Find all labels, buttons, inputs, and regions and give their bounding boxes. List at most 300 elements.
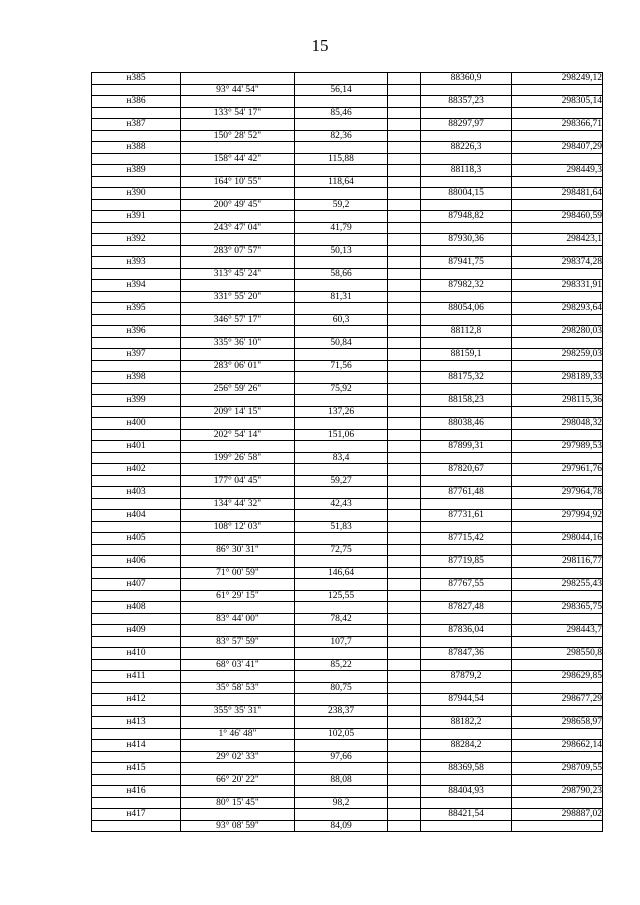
empty-cell bbox=[295, 73, 388, 85]
empty-cell bbox=[388, 625, 421, 637]
empty-cell bbox=[181, 441, 295, 453]
empty-cell bbox=[512, 544, 603, 556]
empty-cell bbox=[421, 107, 512, 119]
direction-angle: 35° 58' 53" bbox=[181, 682, 295, 694]
direction-angle: 108° 12' 03" bbox=[181, 521, 295, 533]
empty-cell bbox=[421, 590, 512, 602]
segment-length: 98,2 bbox=[295, 797, 388, 809]
empty-cell bbox=[181, 464, 295, 476]
empty-cell bbox=[388, 694, 421, 706]
point-row bbox=[92, 349, 603, 361]
point-row bbox=[92, 395, 603, 407]
segment-length: 83,4 bbox=[295, 452, 388, 464]
empty-cell bbox=[388, 567, 421, 579]
point-name: н385 bbox=[92, 73, 181, 85]
direction-angle: 335° 36' 10" bbox=[181, 337, 295, 349]
point-row bbox=[92, 303, 603, 315]
empty-cell bbox=[388, 429, 421, 441]
empty-cell bbox=[512, 659, 603, 671]
coordinate-y: 297994,92 bbox=[512, 510, 603, 522]
segment-row bbox=[92, 130, 603, 142]
segment-length: 85,46 bbox=[295, 107, 388, 119]
empty-cell bbox=[92, 521, 181, 533]
empty-cell bbox=[421, 797, 512, 809]
coordinate-y: 298259,03 bbox=[512, 349, 603, 361]
direction-angle: 66° 20' 22" bbox=[181, 774, 295, 786]
point-row bbox=[92, 142, 603, 154]
point-name: н386 bbox=[92, 96, 181, 108]
segment-length: 42,43 bbox=[295, 498, 388, 510]
empty-cell bbox=[388, 809, 421, 821]
segment-length: 151,06 bbox=[295, 429, 388, 441]
point-row bbox=[92, 533, 603, 545]
coordinate-x: 88159,1 bbox=[421, 349, 512, 361]
coordinate-x: 88357,23 bbox=[421, 96, 512, 108]
empty-cell bbox=[92, 820, 181, 832]
point-row bbox=[92, 648, 603, 660]
empty-cell bbox=[181, 510, 295, 522]
point-row bbox=[92, 602, 603, 614]
empty-cell bbox=[295, 717, 388, 729]
empty-cell bbox=[181, 809, 295, 821]
empty-cell bbox=[92, 429, 181, 441]
coordinate-y: 298629,85 bbox=[512, 671, 603, 683]
point-name: н395 bbox=[92, 303, 181, 315]
segment-length: 81,31 bbox=[295, 291, 388, 303]
empty-cell bbox=[181, 257, 295, 269]
direction-angle: 80° 15' 45" bbox=[181, 797, 295, 809]
empty-cell bbox=[295, 142, 388, 154]
empty-cell bbox=[295, 188, 388, 200]
segment-row bbox=[92, 774, 603, 786]
direction-angle: 83° 44' 00" bbox=[181, 613, 295, 625]
empty-cell bbox=[421, 521, 512, 533]
empty-cell bbox=[92, 452, 181, 464]
empty-cell bbox=[512, 199, 603, 211]
empty-cell bbox=[512, 176, 603, 188]
direction-angle: 199° 26' 58" bbox=[181, 452, 295, 464]
empty-cell bbox=[295, 234, 388, 246]
point-row bbox=[92, 326, 603, 338]
empty-cell bbox=[181, 326, 295, 338]
segment-length: 88,08 bbox=[295, 774, 388, 786]
empty-cell bbox=[181, 73, 295, 85]
segment-length: 58,66 bbox=[295, 268, 388, 280]
empty-cell bbox=[388, 751, 421, 763]
empty-cell bbox=[388, 475, 421, 487]
empty-cell bbox=[295, 694, 388, 706]
segment-length: 85,22 bbox=[295, 659, 388, 671]
empty-cell bbox=[512, 820, 603, 832]
point-name: н390 bbox=[92, 188, 181, 200]
direction-angle: 93° 08' 59" bbox=[181, 820, 295, 832]
empty-cell bbox=[92, 222, 181, 234]
segment-length: 115,88 bbox=[295, 153, 388, 165]
empty-cell bbox=[388, 452, 421, 464]
segment-length: 71,56 bbox=[295, 360, 388, 372]
coordinate-x: 88297,97 bbox=[421, 119, 512, 131]
empty-cell bbox=[92, 475, 181, 487]
empty-cell bbox=[421, 429, 512, 441]
empty-cell bbox=[181, 234, 295, 246]
empty-cell bbox=[388, 521, 421, 533]
empty-cell bbox=[92, 498, 181, 510]
coordinate-y: 298709,55 bbox=[512, 763, 603, 775]
point-row bbox=[92, 234, 603, 246]
coordinate-x: 88112,8 bbox=[421, 326, 512, 338]
empty-cell bbox=[295, 671, 388, 683]
segment-length: 56,14 bbox=[295, 84, 388, 96]
coordinate-y: 298293,64 bbox=[512, 303, 603, 315]
point-name: н389 bbox=[92, 165, 181, 177]
coordinate-y: 297961,76 bbox=[512, 464, 603, 476]
direction-angle: 71° 00' 59" bbox=[181, 567, 295, 579]
coordinate-y: 298365,75 bbox=[512, 602, 603, 614]
coordinate-x: 88284,2 bbox=[421, 740, 512, 752]
segment-length: 50,13 bbox=[295, 245, 388, 257]
empty-cell bbox=[181, 280, 295, 292]
point-name: н391 bbox=[92, 211, 181, 223]
empty-cell bbox=[181, 671, 295, 683]
coordinate-x: 88118,3 bbox=[421, 165, 512, 177]
coordinate-y: 298374,28 bbox=[512, 257, 603, 269]
coordinate-x: 87820,67 bbox=[421, 464, 512, 476]
point-name: н406 bbox=[92, 556, 181, 568]
empty-cell bbox=[388, 510, 421, 522]
point-name: н388 bbox=[92, 142, 181, 154]
empty-cell bbox=[92, 268, 181, 280]
empty-cell bbox=[421, 176, 512, 188]
coordinate-y: 298790,23 bbox=[512, 786, 603, 798]
empty-cell bbox=[388, 590, 421, 602]
empty-cell bbox=[388, 268, 421, 280]
point-row bbox=[92, 763, 603, 775]
empty-cell bbox=[388, 337, 421, 349]
empty-cell bbox=[92, 153, 181, 165]
empty-cell bbox=[512, 406, 603, 418]
coordinate-y: 298443,7 bbox=[512, 625, 603, 637]
direction-angle: 86° 30' 31" bbox=[181, 544, 295, 556]
segment-length: 125,55 bbox=[295, 590, 388, 602]
empty-cell bbox=[181, 142, 295, 154]
segment-length: 137,26 bbox=[295, 406, 388, 418]
empty-cell bbox=[295, 349, 388, 361]
point-row bbox=[92, 165, 603, 177]
empty-cell bbox=[388, 84, 421, 96]
empty-cell bbox=[181, 694, 295, 706]
empty-cell bbox=[181, 188, 295, 200]
empty-cell bbox=[421, 820, 512, 832]
point-row bbox=[92, 694, 603, 706]
empty-cell bbox=[512, 245, 603, 257]
empty-cell bbox=[512, 84, 603, 96]
empty-cell bbox=[181, 487, 295, 499]
empty-cell bbox=[295, 211, 388, 223]
coordinate-x: 87827,48 bbox=[421, 602, 512, 614]
empty-cell bbox=[295, 625, 388, 637]
page-number: 15 bbox=[311, 36, 329, 55]
coordinate-y: 298331,91 bbox=[512, 280, 603, 292]
point-row bbox=[92, 441, 603, 453]
direction-angle: 200° 49' 45" bbox=[181, 199, 295, 211]
empty-cell bbox=[92, 705, 181, 717]
coordinate-y: 298116,77 bbox=[512, 556, 603, 568]
segment-row bbox=[92, 613, 603, 625]
segment-row bbox=[92, 199, 603, 211]
empty-cell bbox=[181, 579, 295, 591]
coordinate-x: 87719,85 bbox=[421, 556, 512, 568]
empty-cell bbox=[295, 556, 388, 568]
segment-row bbox=[92, 636, 603, 648]
empty-cell bbox=[388, 636, 421, 648]
empty-cell bbox=[388, 211, 421, 223]
empty-cell bbox=[295, 395, 388, 407]
direction-angle: 346° 57' 17" bbox=[181, 314, 295, 326]
empty-cell bbox=[421, 153, 512, 165]
empty-cell bbox=[92, 751, 181, 763]
point-name: н407 bbox=[92, 579, 181, 591]
coordinate-y: 298481,64 bbox=[512, 188, 603, 200]
empty-cell bbox=[388, 257, 421, 269]
direction-angle: 283° 06' 01" bbox=[181, 360, 295, 372]
segment-length: 84,09 bbox=[295, 820, 388, 832]
empty-cell bbox=[295, 441, 388, 453]
empty-cell bbox=[388, 786, 421, 798]
empty-cell bbox=[421, 130, 512, 142]
empty-cell bbox=[388, 280, 421, 292]
segment-length: 59,27 bbox=[295, 475, 388, 487]
empty-cell bbox=[512, 222, 603, 234]
empty-cell bbox=[92, 682, 181, 694]
empty-cell bbox=[421, 268, 512, 280]
segment-row bbox=[92, 314, 603, 326]
empty-cell bbox=[388, 234, 421, 246]
empty-cell bbox=[181, 165, 295, 177]
segment-row bbox=[92, 728, 603, 740]
coordinate-y: 298115,36 bbox=[512, 395, 603, 407]
empty-cell bbox=[92, 406, 181, 418]
point-row bbox=[92, 418, 603, 430]
empty-cell bbox=[388, 188, 421, 200]
point-name: н414 bbox=[92, 740, 181, 752]
segment-row bbox=[92, 567, 603, 579]
empty-cell bbox=[295, 809, 388, 821]
point-name: н409 bbox=[92, 625, 181, 637]
empty-cell bbox=[388, 728, 421, 740]
direction-angle: 256° 59' 26" bbox=[181, 383, 295, 395]
point-row bbox=[92, 96, 603, 108]
segment-length: 72,75 bbox=[295, 544, 388, 556]
empty-cell bbox=[512, 107, 603, 119]
coordinate-x: 87944,54 bbox=[421, 694, 512, 706]
empty-cell bbox=[295, 96, 388, 108]
segment-length: 82,36 bbox=[295, 130, 388, 142]
empty-cell bbox=[181, 602, 295, 614]
empty-cell bbox=[92, 613, 181, 625]
empty-cell bbox=[512, 130, 603, 142]
empty-cell bbox=[421, 613, 512, 625]
empty-cell bbox=[512, 360, 603, 372]
empty-cell bbox=[181, 625, 295, 637]
empty-cell bbox=[512, 728, 603, 740]
segment-length: 107,7 bbox=[295, 636, 388, 648]
coordinate-x: 88404,93 bbox=[421, 786, 512, 798]
empty-cell bbox=[512, 636, 603, 648]
empty-cell bbox=[421, 475, 512, 487]
point-name: н392 bbox=[92, 234, 181, 246]
point-name: н401 bbox=[92, 441, 181, 453]
empty-cell bbox=[92, 84, 181, 96]
point-name: н400 bbox=[92, 418, 181, 430]
empty-cell bbox=[512, 291, 603, 303]
segment-row bbox=[92, 107, 603, 119]
empty-cell bbox=[181, 648, 295, 660]
point-row bbox=[92, 257, 603, 269]
direction-angle: 150° 28' 52" bbox=[181, 130, 295, 142]
empty-cell bbox=[421, 705, 512, 717]
empty-cell bbox=[295, 579, 388, 591]
empty-cell bbox=[512, 337, 603, 349]
segment-row bbox=[92, 682, 603, 694]
empty-cell bbox=[421, 406, 512, 418]
empty-cell bbox=[388, 544, 421, 556]
segment-row bbox=[92, 498, 603, 510]
empty-cell bbox=[388, 464, 421, 476]
empty-cell bbox=[92, 636, 181, 648]
empty-cell bbox=[388, 556, 421, 568]
empty-cell bbox=[388, 107, 421, 119]
point-name: н397 bbox=[92, 349, 181, 361]
empty-cell bbox=[421, 245, 512, 257]
empty-cell bbox=[421, 682, 512, 694]
coordinate-y: 298449,3 bbox=[512, 165, 603, 177]
point-name: н413 bbox=[92, 717, 181, 729]
coordinate-x: 87899,31 bbox=[421, 441, 512, 453]
empty-cell bbox=[92, 659, 181, 671]
point-name: н408 bbox=[92, 602, 181, 614]
empty-cell bbox=[388, 774, 421, 786]
direction-angle: 313° 45' 24" bbox=[181, 268, 295, 280]
empty-cell bbox=[512, 498, 603, 510]
coordinate-x: 88360,9 bbox=[421, 73, 512, 85]
coordinate-x: 88226,3 bbox=[421, 142, 512, 154]
empty-cell bbox=[388, 130, 421, 142]
direction-angle: 61° 29' 15" bbox=[181, 590, 295, 602]
empty-cell bbox=[388, 96, 421, 108]
point-row bbox=[92, 671, 603, 683]
segment-row bbox=[92, 360, 603, 372]
empty-cell bbox=[181, 556, 295, 568]
segment-row bbox=[92, 337, 603, 349]
empty-cell bbox=[181, 418, 295, 430]
empty-cell bbox=[421, 84, 512, 96]
empty-cell bbox=[295, 786, 388, 798]
segment-row bbox=[92, 751, 603, 763]
point-name: н402 bbox=[92, 464, 181, 476]
empty-cell bbox=[512, 774, 603, 786]
coordinate-y: 298189,33 bbox=[512, 372, 603, 384]
segment-row bbox=[92, 452, 603, 464]
empty-cell bbox=[181, 119, 295, 131]
empty-cell bbox=[388, 119, 421, 131]
empty-cell bbox=[512, 153, 603, 165]
empty-cell bbox=[512, 797, 603, 809]
empty-cell bbox=[181, 740, 295, 752]
empty-cell bbox=[92, 797, 181, 809]
point-row bbox=[92, 786, 603, 798]
coordinate-x: 87930,36 bbox=[421, 234, 512, 246]
coordinate-y: 298677,29 bbox=[512, 694, 603, 706]
empty-cell bbox=[295, 372, 388, 384]
segment-row bbox=[92, 222, 603, 234]
empty-cell bbox=[388, 326, 421, 338]
point-name: н412 bbox=[92, 694, 181, 706]
coordinate-y: 298366,71 bbox=[512, 119, 603, 131]
segment-row bbox=[92, 268, 603, 280]
coordinate-x: 88369,58 bbox=[421, 763, 512, 775]
empty-cell bbox=[388, 717, 421, 729]
empty-cell bbox=[92, 199, 181, 211]
segment-length: 118,64 bbox=[295, 176, 388, 188]
direction-angle: 83° 57' 59" bbox=[181, 636, 295, 648]
empty-cell bbox=[388, 383, 421, 395]
segment-row bbox=[92, 797, 603, 809]
empty-cell bbox=[181, 395, 295, 407]
coordinates-table-body bbox=[92, 73, 603, 832]
direction-angle: 283° 07' 57" bbox=[181, 245, 295, 257]
empty-cell bbox=[92, 130, 181, 142]
segment-length: 41,79 bbox=[295, 222, 388, 234]
empty-cell bbox=[388, 165, 421, 177]
coordinate-y: 298887,02 bbox=[512, 809, 603, 821]
empty-cell bbox=[512, 429, 603, 441]
empty-cell bbox=[181, 96, 295, 108]
empty-cell bbox=[92, 728, 181, 740]
empty-cell bbox=[181, 211, 295, 223]
empty-cell bbox=[421, 199, 512, 211]
coordinate-x: 87761,48 bbox=[421, 487, 512, 499]
coordinate-y: 298280,03 bbox=[512, 326, 603, 338]
empty-cell bbox=[295, 533, 388, 545]
empty-cell bbox=[421, 222, 512, 234]
empty-cell bbox=[92, 360, 181, 372]
direction-angle: 164° 10' 55" bbox=[181, 176, 295, 188]
empty-cell bbox=[388, 418, 421, 430]
point-row bbox=[92, 487, 603, 499]
empty-cell bbox=[512, 521, 603, 533]
coordinate-x: 87767,55 bbox=[421, 579, 512, 591]
segment-length: 146,64 bbox=[295, 567, 388, 579]
coordinate-x: 87941,75 bbox=[421, 257, 512, 269]
coordinate-x: 88054,06 bbox=[421, 303, 512, 315]
empty-cell bbox=[512, 383, 603, 395]
empty-cell bbox=[388, 579, 421, 591]
empty-cell bbox=[388, 372, 421, 384]
empty-cell bbox=[512, 751, 603, 763]
coordinate-x: 88175,32 bbox=[421, 372, 512, 384]
empty-cell bbox=[388, 797, 421, 809]
segment-row bbox=[92, 475, 603, 487]
empty-cell bbox=[295, 280, 388, 292]
coordinate-y: 298407,29 bbox=[512, 142, 603, 154]
direction-angle: 93° 44' 54" bbox=[181, 84, 295, 96]
empty-cell bbox=[388, 671, 421, 683]
empty-cell bbox=[92, 291, 181, 303]
coordinate-x: 88004,15 bbox=[421, 188, 512, 200]
direction-angle: 177° 04' 45" bbox=[181, 475, 295, 487]
coordinate-y: 298550,8 bbox=[512, 648, 603, 660]
empty-cell bbox=[295, 257, 388, 269]
